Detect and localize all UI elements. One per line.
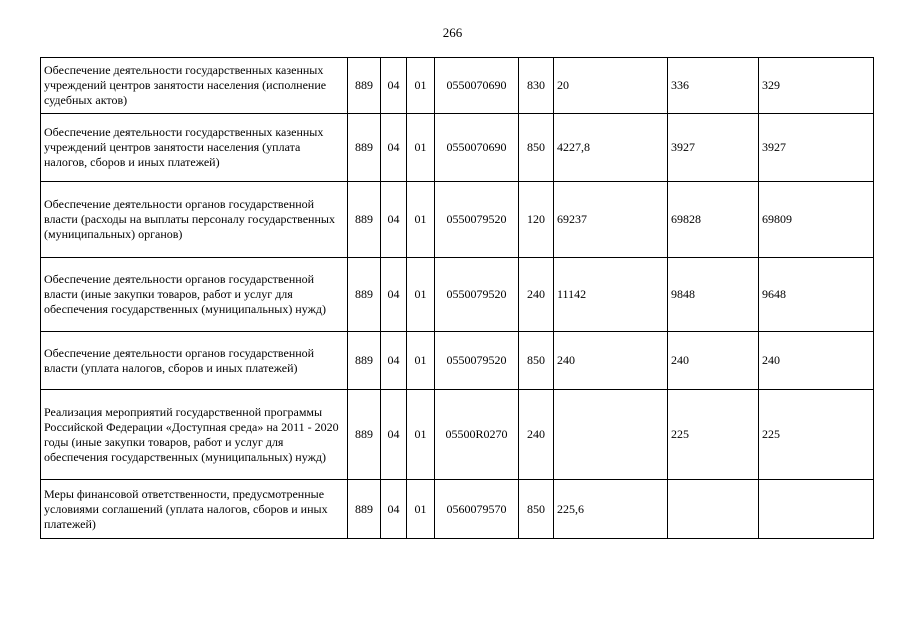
target-article-code: 05500R0270 [435, 390, 519, 480]
grbs-code: 889 [348, 182, 381, 258]
amount-year-1: 20 [554, 58, 668, 114]
section-code: 04 [381, 390, 407, 480]
section-code: 04 [381, 480, 407, 539]
expense-type-code: 240 [519, 258, 554, 332]
amount-year-2: 240 [668, 332, 759, 390]
grbs-code: 889 [348, 258, 381, 332]
amount-year-2: 225 [668, 390, 759, 480]
expense-name: Обеспечение деятельности государственных казенных учреждений центров занятости населения (уплата налогов, сборов и иных платежей) [41, 114, 348, 182]
table-row [41, 480, 874, 539]
amount-year-2 [668, 480, 759, 539]
expense-name: Обеспечение деятельности органов государственной власти (уплата налогов, сборов и иных платежей) [41, 332, 348, 390]
amount-year-3: 225 [759, 390, 874, 480]
amount-year-1: 4227,8 [554, 114, 668, 182]
expense-type-code: 240 [519, 390, 554, 480]
target-article-code: 0550079520 [435, 258, 519, 332]
amount-year-2: 9848 [668, 258, 759, 332]
amount-year-1: 225,6 [554, 480, 668, 539]
expense-type-code: 850 [519, 114, 554, 182]
subsection-code: 01 [407, 332, 435, 390]
amount-year-2: 3927 [668, 114, 759, 182]
table-row [41, 58, 874, 114]
table-body [41, 58, 874, 539]
amount-year-1 [554, 390, 668, 480]
page-number: 266 [442, 25, 463, 40]
amount-year-1: 69237 [554, 182, 668, 258]
table-row [41, 114, 874, 182]
expense-type-code: 850 [519, 480, 554, 539]
subsection-code: 01 [407, 58, 435, 114]
target-article-code: 0550079520 [435, 332, 519, 390]
expense-name: Обеспечение деятельности государственных казенных учреждений центров занятости населения (исполнение судебных актов) [41, 58, 348, 114]
expense-type-code: 830 [519, 58, 554, 114]
subsection-code: 01 [407, 114, 435, 182]
subsection-code: 01 [407, 258, 435, 332]
expense-name: Обеспечение деятельности органов государственной власти (иные закупки товаров, работ и услуг для обеспечения государственных (муниципальных) нужд) [41, 258, 348, 332]
amount-year-1: 11142 [554, 258, 668, 332]
amount-year-3: 240 [759, 332, 874, 390]
amount-year-2: 69828 [668, 182, 759, 258]
section-code: 04 [381, 114, 407, 182]
expense-type-code: 120 [519, 182, 554, 258]
amount-year-3: 329 [759, 58, 874, 114]
amount-year-3: 3927 [759, 114, 874, 182]
section-code: 04 [381, 258, 407, 332]
target-article-code: 0550070690 [435, 114, 519, 182]
expense-name: Реализация мероприятий государственной программы Российской Федерации «Доступная среда» на 2011 - 2020 годы (иные закупки товаров, работ и услуг для обеспечения государственных (муниципальных) нужд) [41, 390, 348, 480]
grbs-code: 889 [348, 390, 381, 480]
table-row [41, 332, 874, 390]
section-code: 04 [381, 182, 407, 258]
target-article-code: 0560079570 [435, 480, 519, 539]
expense-type-code: 850 [519, 332, 554, 390]
amount-year-1: 240 [554, 332, 668, 390]
budget-table [40, 57, 874, 539]
amount-year-3 [759, 480, 874, 539]
table-row [41, 258, 874, 332]
grbs-code: 889 [348, 332, 381, 390]
expense-name: Обеспечение деятельности органов государственной власти (расходы на выплаты персоналу государственных (муниципальных) органов) [41, 182, 348, 258]
section-code: 04 [381, 332, 407, 390]
subsection-code: 01 [407, 182, 435, 258]
amount-year-3: 9648 [759, 258, 874, 332]
grbs-code: 889 [348, 58, 381, 114]
subsection-code: 01 [407, 390, 435, 480]
section-code: 04 [381, 58, 407, 114]
grbs-code: 889 [348, 480, 381, 539]
target-article-code: 0550070690 [435, 58, 519, 114]
grbs-code: 889 [348, 114, 381, 182]
amount-year-2: 336 [668, 58, 759, 114]
expense-name: Меры финансовой ответственности, предусмотренные условиями соглашений (уплата налогов, сборов и иных платежей) [41, 480, 348, 539]
target-article-code: 0550079520 [435, 182, 519, 258]
subsection-code: 01 [407, 480, 435, 539]
table-row [41, 182, 874, 258]
amount-year-3: 69809 [759, 182, 874, 258]
table-row [41, 390, 874, 480]
